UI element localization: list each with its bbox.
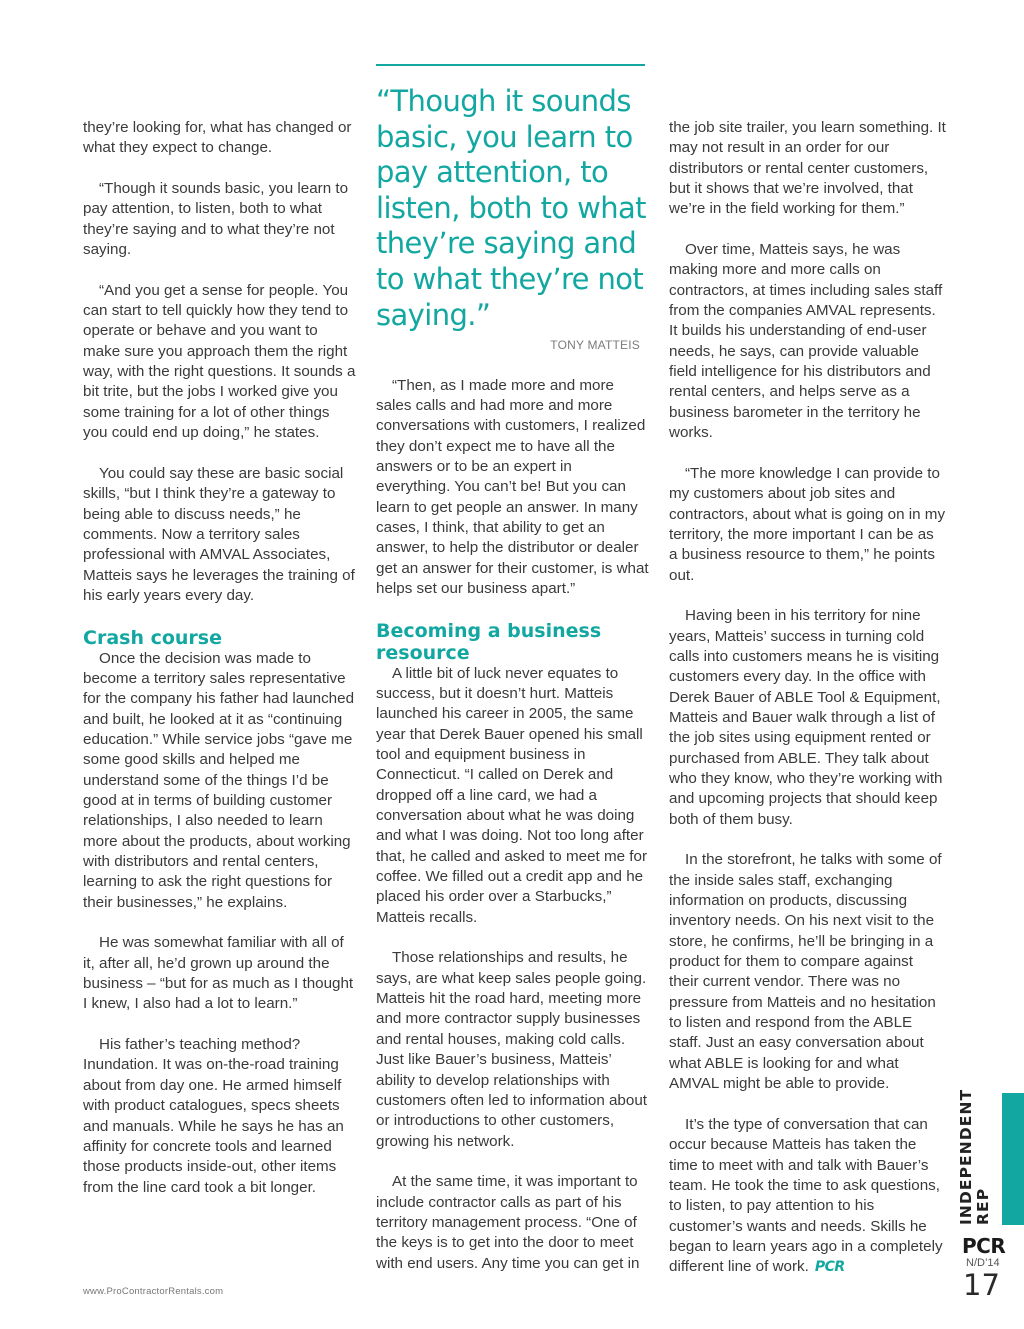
section-label-line2: REP: [974, 1187, 992, 1225]
body-paragraph: Having been in his territory for nine years, Matteis’ success in turning cold calls into customers means he is visiting customers every day. In the office with Derek Bauer of ABLE Tool & Equipment, Matteis and Bauer walk through a list of the job sites using equipment rented or purchased from ABLE. They talk about who they know, who they’re working with and upcoming projects that should keep both of them busy.: [669, 607, 943, 828]
left-column: [83, 118, 358, 1218]
body-paragraph: Those relationships and results, he says, are what keep sales people going. Matteis hit the road hard, meeting more and more contractor supply businesses and rental houses, making cold calls. Just like Bauer’s business, Matteis’ ability to develop relationships with customers often led to information about or introductions to other customers, growing his network.: [376, 949, 647, 1150]
final-paragraph-text: It’s the type of conversation that can occur because Matteis has taken the time to meet with and talk with Bauer’s team. He took the time to ask questions, to listen, to pay attention to his customer’s wants and needs. Skills he began to learn years ago in a completely different line of work.: [669, 1115, 943, 1276]
section-accent-bar: [1002, 1093, 1024, 1225]
middle-column: [376, 64, 650, 1294]
body-paragraph-final: [669, 1115, 946, 1278]
section-label-text: [957, 1088, 992, 1225]
right-column: [669, 118, 946, 1298]
body-paragraph: “Then, as I made more and more sales calls and had more and more conversations with customers, I realized they don’t expect me to have all the answers or to be an expert in everything. You can’t be! But you can learn to get people an answer. In many cases, I think, that ability to get an answer, to help the distributor or dealer get an answer for their customer, is what helps set our business apart.”: [376, 376, 649, 597]
section-label-line1: INDEPENDENT: [957, 1088, 975, 1225]
body-paragraph: “And you get a sense for people. You can start to tell quickly how they tend to operate or behave and you want to make sure you approach them the right way, with the right questions. It sounds a bit trite, but the jobs I worked give you some training for a lot of other things you could end up doing,” he states.: [83, 281, 356, 442]
body-paragraph: Over time, Matteis says, he was making more and more calls on contractors, at times including sales staff from the companies AMVAL represents. It builds his understanding of end-user needs, he says, can provide valuable field intelligence for his distributors and rental centers, and helps serve as a business barometer in the territory he works.: [669, 241, 943, 442]
body-paragraph: “The more knowledge I can provide to my customers about job sites and contractors, about what is going on in my territory, the more important I can be as a business resource to them,” he points out.: [669, 464, 946, 584]
end-mark-logo: PCR: [814, 1259, 845, 1276]
body-paragraph: Once the decision was made to become a territory sales representative for the company his father had launched and built, he looked at it as “continuing education.” While service jobs “gave me some good skills and helped me understand some of the things I’d be good at in terms of building customer relationships, I also needed to learn more about the products, about working with distributors and rental centers, learning to ask the right questions for their businesses,” he explains.: [83, 649, 355, 911]
section-label: [957, 1088, 996, 1225]
body-paragraph: they’re looking for, what has changed or what they expect to change.: [83, 119, 352, 157]
body-paragraph: A little bit of luck never equates to success, but it doesn’t hurt. Matteis launched his career in 2005, the same year that Derek Bauer opened his small tool and equipment business in Connecticut. “I called on Derek and dropped off a line card, we had a conversation about what he was doing and what I was doing. Not too long after that, he called and asked to meet me for coffee. We filled out a credit app and he placed his order over a Starbucks,” Matteis recalls.: [376, 664, 648, 926]
body-paragraph: In the storefront, he talks with some of the inside sales staff, exchanging information on products, discussing inventory needs. On his next visit to the store, he confirms, he’ll be bringing in a product for them to compare against their current vendor. There was no pressure from Matteis and no hesitation to listen and respond from the ABLE staff. Just an easy conversation about what ABLE is looking for and what AMVAL might be able to provide.: [669, 851, 942, 1093]
body-paragraph: “Though it sounds basic, you learn to pay attention, to listen, both to what they’re saying and to what they’re not saying.: [83, 180, 349, 259]
footer-url: www.ProContractorRentals.com: [83, 1286, 224, 1297]
magazine-logo: PCR: [962, 1234, 1006, 1258]
subhead-crash-course: Crash course: [83, 626, 222, 649]
pullquote: “Though it sounds basic, you learn to pay attention, to listen, both to what they’re saying and to what they’re not saying.”: [376, 84, 646, 332]
subhead-business-resource: Becoming a business resource: [376, 619, 602, 664]
issue-date: N/D’14: [966, 1257, 1000, 1269]
body-paragraph: His father’s teaching method? Inundation. It was on-the-road training about from day one. He armed himself with product catalogues, specs sheets and manuals. While he says he has an affinity for concrete tools and learned those products inside-out, other items from the line card took a bit longer.: [83, 1036, 344, 1196]
body-paragraph: You could say these are basic social skills, “but I think they’re a gateway to being able to discuss needs,” he comments. Now a territory sales professional with AMVAL Associates, Matteis says he leverages the training of his early years every day.: [83, 464, 355, 604]
body-paragraph: the job site trailer, you learn something. It may not result in an order for our distributors or rental center customers, but it shows that we’re involved, that we’re in the field working for them.”: [669, 119, 946, 218]
body-paragraph: He was somewhat familiar with all of it, after all, he’d grown up around the business – “but for as much as I thought I knew, I also had a lot to learn.”: [83, 934, 354, 1013]
page-number: 17: [963, 1268, 1000, 1302]
pullquote-rule: [376, 64, 645, 66]
pullquote-attribution: TONY MATTEIS: [550, 338, 640, 353]
body-paragraph: At the same time, it was important to include contractor calls as part of his territory management process. “One of the keys is to get into the door to meet with end users. Any time you can get in: [376, 1173, 640, 1272]
